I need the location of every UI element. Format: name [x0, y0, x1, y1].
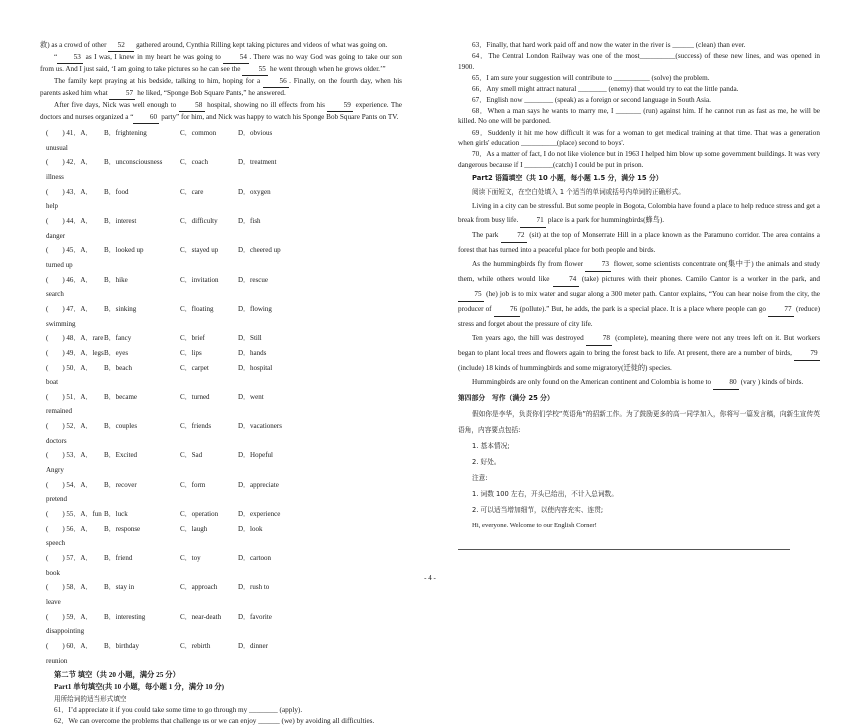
writing-prompt-line: 2. 可以适当增加细节，以使内容充实、连贯; [472, 505, 604, 514]
option-row [46, 155, 402, 184]
option-b: B．unconsciousness [104, 158, 163, 167]
option-d: D．flowing [238, 304, 272, 313]
option-d: D．appreciate [238, 480, 279, 489]
option-b: B．stay in [104, 583, 135, 592]
writing-prompt-line: 2. 好处。 [472, 457, 501, 466]
option-b: B．fancy [104, 334, 132, 343]
option-row [46, 478, 402, 507]
question-66: 66．Any smell might attract natural ________ (enemy) that would try to eat the little panda. [472, 84, 739, 93]
option-c: C．form [180, 480, 206, 489]
option-b: B．birthday [104, 641, 139, 650]
option-row [46, 346, 402, 361]
option-c: C．operation [180, 510, 219, 519]
option-b: B．food [104, 187, 129, 196]
option-c: C．floating [180, 304, 214, 313]
option-n: ( ) 55．A．fun [46, 510, 102, 519]
option-d: D．hands [238, 348, 267, 357]
question-64: 64．The Central London Railway was one of the most__________(success) of these new lines, and was opened in 1900. [458, 52, 820, 71]
left-column [40, 40, 402, 727]
blank-72: 72 [501, 228, 527, 243]
option-n: ( ) 56．A．speech [46, 524, 93, 548]
question-68: 68．When a man says he wants to marry me, I _______ (run) against him. If he cannot run as fast as me, he will be killed. No one will be pardoned. [458, 106, 820, 126]
part4-heading: 第四部分 写作（满分 25 分） [458, 393, 554, 402]
question-61: 61．I’d appreciate it if you could take some time to go through my ________ (apply). [54, 706, 303, 715]
option-row [46, 522, 402, 551]
option-d: D．cartoon [238, 554, 272, 563]
option-row [46, 331, 402, 346]
option-c: C．invitation [180, 275, 219, 284]
option-n: ( ) 45．A．turned up [46, 246, 93, 269]
option-row [46, 610, 402, 639]
question-62: 62．We can overcome the problems that challenge us or we can enjoy ______ (we) by avoiding all difficulties. [54, 717, 375, 726]
part1-heading: Part1 单句填空(共 10 小题，每小题 1 分，满分 10 分) [54, 682, 225, 692]
writing-prompt-line: 注意: [472, 473, 488, 482]
option-d: D．Still [238, 334, 262, 343]
option-c: C．rebirth [180, 641, 211, 650]
option-d: D．went [238, 392, 264, 401]
option-n: ( ) 58．A．leave [46, 583, 93, 606]
option-c: C．lips [180, 348, 202, 357]
option-c: C．brief [180, 334, 205, 343]
blank-57: 57 [109, 88, 135, 100]
question-67: 67．English now ________ (speak) as a foreign or second language in South Asia. [472, 95, 711, 104]
option-row [46, 243, 402, 272]
option-d: D．cheered up [238, 246, 281, 255]
option-d: D．look [238, 524, 263, 533]
part2-heading: Part2 语篇填空（共 10 小题，每小题 1.5 分，满分 15 分） [472, 173, 663, 182]
question-69: 69．Suddenly it hit me how difficult it was for a woman to get medical training at that time. That was a generation when girls' education __________(place) second to boys'. [458, 128, 820, 148]
answer-line [458, 549, 790, 550]
option-b: B．response [104, 524, 141, 533]
option-n: ( ) 54．A．pretend [46, 480, 93, 504]
option-b: B．interest [104, 216, 137, 225]
option-n: ( ) 44．A．danger [46, 216, 93, 240]
writing-prompt-line: 假如你是李华，负责你们学校“英语角”的招新工作。为了鼓励更多的高一同学加入，你将写一篇发言稿，向新生宣传英语角，内容要点包括: [458, 409, 820, 434]
option-row [46, 639, 402, 668]
passage-paragraph-a: Living in a city can be stressful. But some people in Bogota, Colombia have found a place to help reduce stress and get a break from busy life. 71 place is a park for hummingbirds(蜂鸟). [458, 199, 820, 228]
option-c: C．common [180, 129, 217, 137]
blank-75: 75 [458, 287, 484, 302]
passage-paragraph-e: Hummingbirds are only found on the American continent and Colombia is home to 80 (vary ) kinds of birds. [458, 375, 820, 390]
option-b: B．frightening [104, 129, 147, 137]
questions-63-70 [458, 40, 820, 170]
section-2-heading: 第二节 填空（共 20 小题，满分 25 分） [54, 670, 180, 680]
blank-59: 59 [327, 100, 353, 112]
option-row [46, 185, 402, 214]
option-c: C．friends [180, 422, 212, 431]
passage-paragraph-d: Ten years ago, the hill was destroyed 78 (complete), meaning there were not any trees left on it. But workers began to plant local trees and flowers again to bring the forest back to life. At present, there are a number of birds, 79 (include) 18 kinds of hummingbirds and some migratory(迁徙的) species. [458, 331, 820, 375]
option-c: C．care [180, 187, 204, 196]
option-b: B．recover [104, 480, 137, 489]
blank-55: 55 [242, 64, 268, 76]
option-d: D．rush to [238, 583, 270, 592]
option-n: ( ) 57．A．book [46, 554, 93, 577]
option-c: C．carpet [180, 363, 209, 372]
blank-60: 60 [133, 112, 159, 124]
blank-77: 77 [768, 302, 794, 317]
option-row [46, 361, 402, 390]
right-column [458, 40, 820, 534]
writing-prompt-line: 1. 词数 100 左右，开头已给出，不计入总词数。 [472, 489, 618, 498]
blank-52: 52 [108, 40, 134, 52]
option-c: C．Sad [180, 451, 203, 460]
option-n: ( ) 43．A．help [46, 187, 93, 211]
passage-paragraph-b: The park 72 (sit) at the top of Monserrate Hill in a place known as the Paramuno corridor. The area contains a forest that has turned into a peaceful place for both people and birds. [458, 228, 820, 257]
question-70: 70．As a matter of fact, I do not like violence but in 1963 I helped him blow up some government buildings. It was very dangerous because if I ________(catch) I could be put in prison. [458, 150, 820, 169]
blank-56: 56 [263, 76, 289, 88]
writing-prompt-line: Hi, everyone. Welcome to our English Corner! [472, 521, 597, 529]
option-n: ( ) 46．A．search [46, 275, 93, 299]
option-b: B．sinking [104, 304, 137, 313]
blank-74: 74 [553, 272, 579, 287]
option-c: C．near-death [180, 612, 222, 621]
option-n: ( ) 52．A．doctors [46, 422, 93, 445]
option-row [46, 302, 402, 331]
option-c: C．stayed up [180, 246, 219, 255]
option-b: B．hike [104, 275, 128, 284]
option-row [46, 507, 402, 522]
option-n: ( ) 49．A．legs [46, 348, 104, 357]
option-n: ( ) 53．A．Angry [46, 451, 93, 475]
writing-prompt-line: 1. 基本情况; [472, 441, 510, 450]
blank-78: 78 [586, 331, 612, 346]
option-row [46, 214, 402, 243]
option-n: ( ) 41．A．unusual [46, 129, 93, 152]
option-c: C．turned [180, 392, 210, 401]
option-n: ( ) 42．A．illness [46, 158, 93, 181]
option-b: B．friend [104, 554, 133, 563]
passage-paragraph-4: After five days, Nick was well enough to 58 hospital, showing no ill effects from his 59 experience. The doctors and nurses organized a “ 60 party” for him, and Nick was happy to watch his Sponge Bob Square Pants on TV. [40, 100, 402, 124]
option-d: D．fish [238, 216, 261, 225]
part2-instruction: 阅读下面短文，在空白处填入 1 个适当的单词或括号内单词的正确形式。 [472, 187, 685, 196]
option-d: D．dinner [238, 641, 268, 650]
passage-paragraph-c: As the hummingbirds fly from flower 73 flower, some scientists concentrate on(集中于) the animals and study them, while others would like 74 (take) pictures with their phones. Camilo Cantor is a worker in the park, and 75 (he) job is to mix water and sugar along a 300 meter path. Cantor explains, “You can hear noise from the city, the producer of 76 (pollute).” But, he adds, the park is a special place. It is a place where people can go 77 (reduce) stress and forget about the pressure of city life. [458, 257, 820, 331]
blank-79: 79 [794, 346, 820, 361]
option-c: C．toy [180, 554, 201, 563]
option-row [46, 273, 402, 302]
passage-paragraph-1: 救) as a crowd of other 52 gathered around, Cynthia Rilling kept taking pictures and videos of what was going on. [40, 40, 402, 52]
blank-76: 76 [494, 302, 520, 317]
option-d: D．oxygen [238, 187, 271, 196]
option-d: D．rescue [238, 275, 268, 284]
question-63: 63．Finally, that hard work paid off and now the water in the river is ______ (clean) than ever. [472, 41, 746, 49]
option-n: ( ) 59．A．disappointing [46, 612, 93, 636]
page-number: - 4 - [424, 574, 436, 582]
option-n: ( ) 48．A．rare [46, 334, 104, 343]
option-n: ( ) 47．A．swimming [46, 304, 93, 328]
option-row [46, 390, 402, 419]
option-d: D．Hopeful [238, 451, 273, 460]
option-row [46, 448, 402, 477]
option-b: B．beach [104, 363, 132, 372]
passage-paragraph-2: “ 53 as I was, I knew in my heart he was going to 54 . There was no way God was going to take our son from us. And I just said, ‘I am going to take pictures so he can see the 55 he went through when he grows older.’” [40, 52, 402, 76]
option-b: B．Excited [104, 451, 138, 460]
option-row [46, 126, 402, 155]
option-row [46, 419, 402, 448]
option-d: D．obvious [238, 129, 273, 137]
option-d: D．treatment [238, 158, 277, 167]
option-b: B．couples [104, 422, 138, 431]
option-d: D．experience [238, 510, 281, 519]
option-row [46, 580, 402, 609]
passage-paragraph-3: The family kept praying at his bedside, talking to him, hoping for a 56 . Finally, on the fourth day, when his parents asked him what 57 he liked, “Sponge Bob Square Pants,” he answered. [40, 76, 402, 100]
option-b: B．became [104, 392, 138, 401]
blank-53: 53 [57, 52, 83, 64]
blank-58: 58 [179, 100, 205, 112]
option-n: ( ) 50．A．boat [46, 363, 93, 387]
option-c: C．difficulty [180, 216, 218, 225]
blank-73: 73 [585, 257, 611, 272]
option-b: B．looked up [104, 246, 144, 255]
question-65: 65．I am sure your suggestion will contribute to __________ (solve) the problem. [472, 73, 710, 82]
option-n: ( ) 60．A．reunion [46, 641, 93, 665]
option-b: B．eyes [104, 348, 129, 357]
blank-71: 71 [520, 213, 546, 228]
option-c: C．laugh [180, 524, 208, 533]
option-d: D．hospital [238, 363, 273, 372]
writing-prompt [458, 406, 820, 534]
option-b: B．interesting [104, 612, 146, 621]
option-b: B．luck [104, 510, 128, 519]
option-c: C．coach [180, 158, 208, 167]
option-n: ( ) 51．A．remained [46, 392, 93, 416]
option-d: D．favorite [238, 612, 272, 621]
blank-54: 54 [223, 52, 249, 64]
option-d: D．vacationers [238, 422, 282, 431]
options-list [40, 126, 402, 668]
part1-instruction: 用所给词的适当形式填空 [54, 695, 127, 704]
option-c: C．approach [180, 583, 218, 592]
blank-80: 80 [713, 375, 739, 390]
